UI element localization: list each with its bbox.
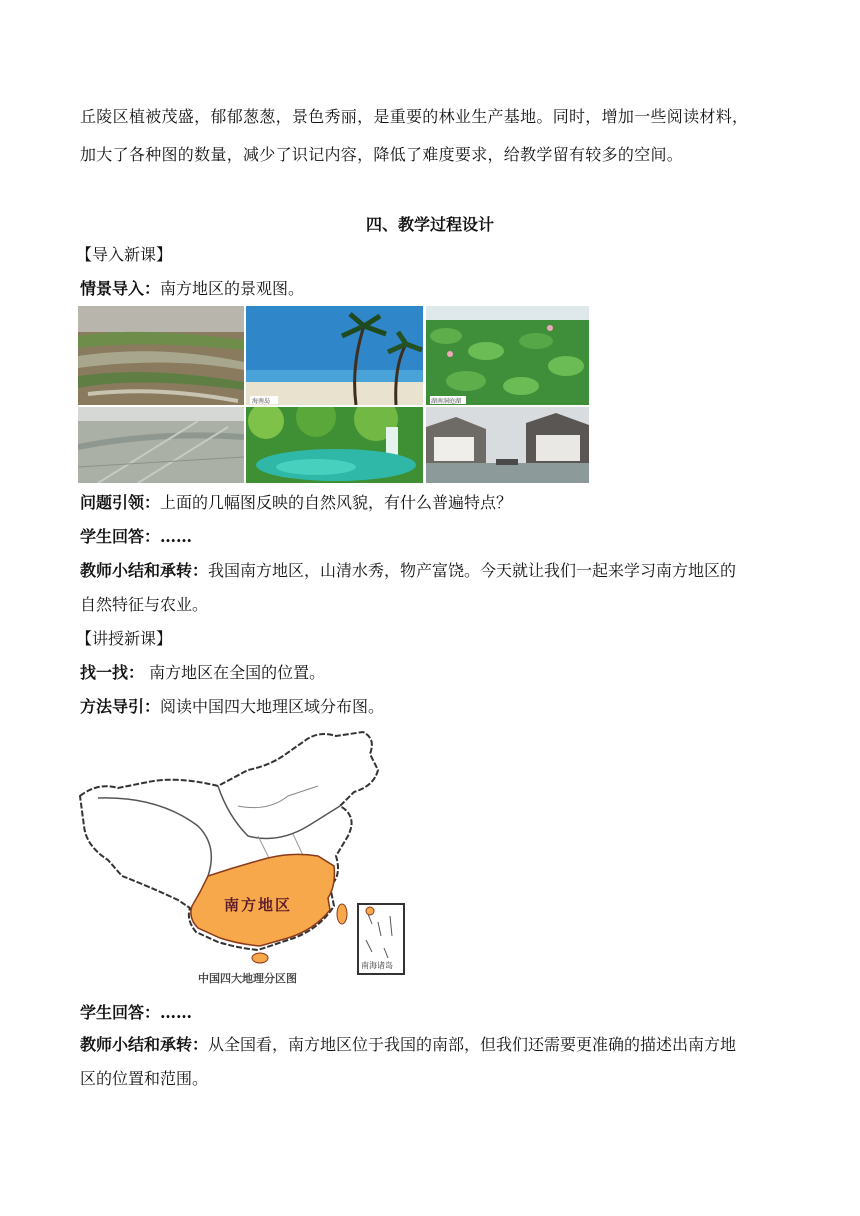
lead-in-bracket: 【导入新课】: [76, 245, 173, 264]
tropical-beach-photo: [246, 306, 423, 405]
summary-text-2a: 从全国看，南方地区位于我国的南部，但我们还需要更准确的描述出南方地: [208, 1035, 737, 1054]
summary-text-1a: 我国南方地区，山清水秀，物产富饶。今天就让我们一起来学习南方地区的: [208, 561, 737, 580]
south-region-label: 南方地区: [224, 896, 293, 914]
china-map-svg: [78, 726, 410, 988]
landscape-photo-grid: [78, 306, 589, 483]
method-text: 阅读中国四大地理区域分布图。: [160, 697, 385, 716]
summary-text-2b: 区的位置和范围。: [80, 1069, 209, 1088]
answer-line-1: [80, 526, 192, 548]
summary-label-1: 教师小结和承转：: [80, 561, 209, 580]
summary-line-2: [80, 1034, 736, 1056]
inset-label: 南海诸岛: [361, 961, 393, 970]
forest-lake-photo: [246, 407, 423, 483]
scene-label: 情景导入：: [80, 279, 161, 298]
answer-text-2: ……: [160, 1003, 193, 1022]
lotus-pond-photo: [426, 306, 589, 405]
lotus-caption: 湖南洞庭湖: [431, 398, 462, 405]
answer-label-1: 学生回答：: [80, 527, 161, 546]
find-line: [80, 662, 325, 684]
summary-text-1b: 自然特征与农业。: [80, 595, 209, 614]
new-lesson-bracket: 【讲授新课】: [76, 629, 173, 648]
answer-label-2: 学生回答：: [80, 1003, 161, 1022]
beach-caption: 海南岛: [252, 398, 271, 405]
question-label: 问题引领：: [80, 493, 161, 512]
summary-label-2: 教师小结和承转：: [80, 1035, 209, 1054]
find-text: 南方地区在全国的位置。: [144, 663, 326, 682]
answer-line-2: [80, 1002, 192, 1024]
terraced-fields-photo: [78, 306, 244, 405]
scene-text: 南方地区的景观图。: [160, 279, 305, 298]
summary-line-1: [80, 560, 736, 582]
water-town-photo: [426, 407, 589, 483]
method-line: [80, 696, 384, 718]
question-line: [80, 492, 512, 514]
section-title: 四、教学过程设计: [365, 215, 494, 234]
find-label: 找一找：: [80, 663, 145, 682]
china-regions-map: [78, 726, 410, 988]
intro-line-1: 丘陵区植被茂盛，郁郁葱葱，景色秀丽，是重要的林业生产基地。同时，增加一些阅读材料，: [80, 107, 749, 126]
scene-intro: [80, 278, 304, 300]
intro-line-2: 加大了各种图的数量，减少了识记内容，降低了难度要求，给教学留有较多的空间。: [80, 145, 684, 164]
method-label: 方法导引：: [80, 697, 161, 716]
question-text: 上面的几幅图反映的自然风貌，有什么普遍特点？: [160, 493, 513, 512]
map-title: 中国四大地理分区图: [198, 972, 297, 985]
river-fields-photo: [78, 407, 244, 483]
answer-text-1: ……: [160, 527, 193, 546]
